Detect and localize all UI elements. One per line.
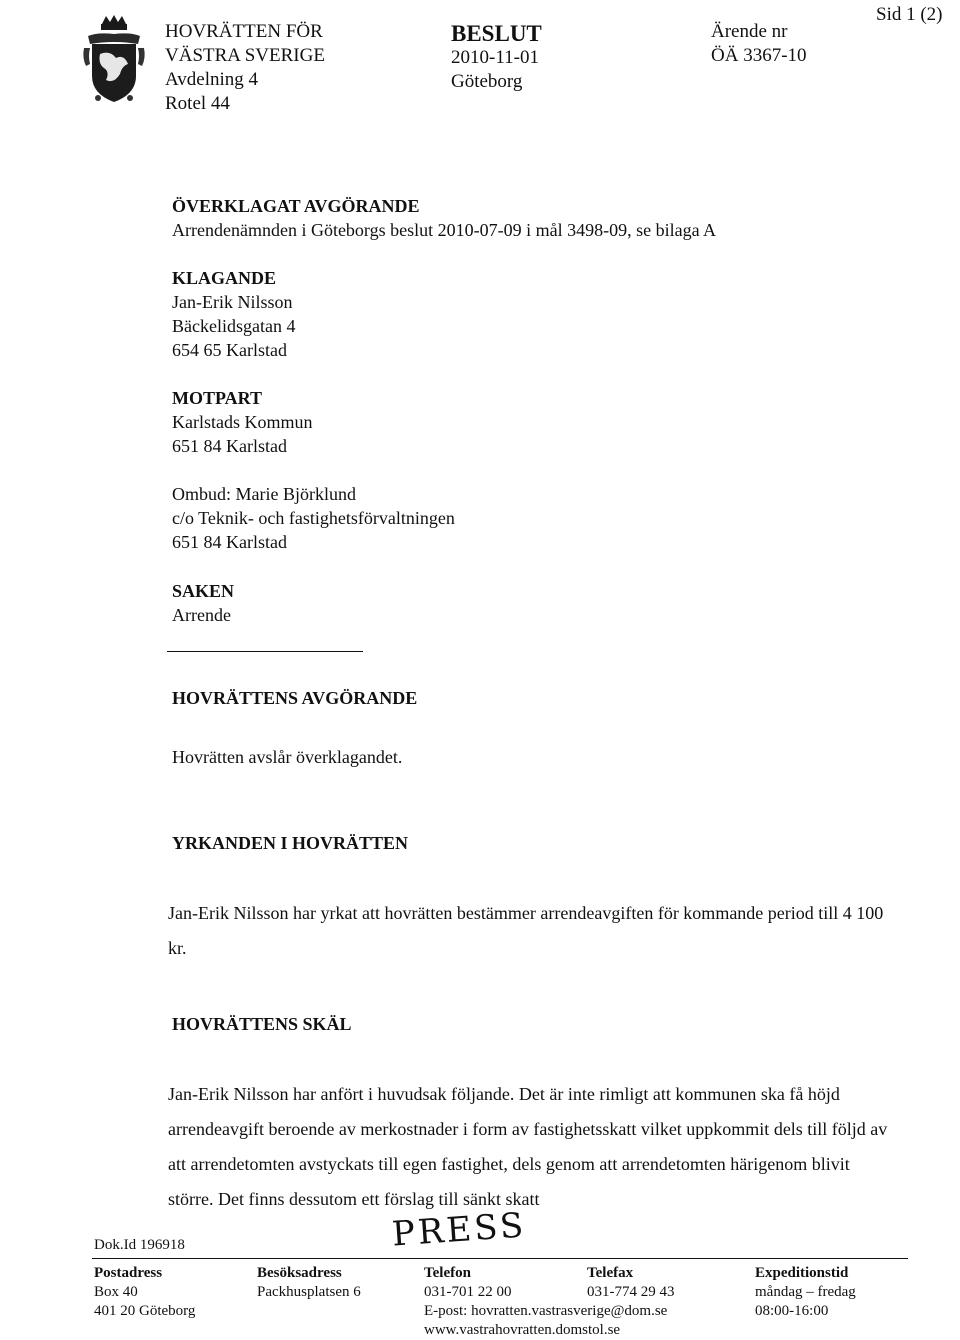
appellant-city: 654 65 Karlstad	[172, 340, 287, 360]
representative-section	[172, 482, 455, 554]
footer-postal	[94, 1264, 195, 1321]
court-decision-section	[172, 686, 417, 769]
section-divider	[167, 651, 363, 652]
counterparty-name: Karlstads Kommun	[172, 412, 313, 432]
court-crest-icon	[80, 14, 148, 106]
decision-place: Göteborg	[451, 71, 523, 92]
footer-visit-heading: Besöksadress	[257, 1265, 342, 1281]
counterparty-section	[172, 386, 312, 458]
footer-fax	[587, 1264, 675, 1302]
reasons-section	[172, 1012, 352, 1036]
court-name-block	[165, 20, 325, 116]
footer-visit-line-1: Packhusplatsen 6	[257, 1284, 361, 1300]
page-number: Sid 1 (2)	[876, 4, 943, 25]
court-name-line-2: VÄSTRA SVERIGE	[165, 45, 325, 66]
footer-hours-line-2: 08:00-16:00	[755, 1303, 829, 1319]
appealed-decision-heading: ÖVERKLAGAT AVGÖRANDE	[172, 196, 420, 216]
representative-city: 651 84 Karlstad	[172, 532, 287, 552]
matter-section	[172, 579, 234, 627]
footer-phone-heading: Telefon	[424, 1265, 471, 1281]
matter-heading: SAKEN	[172, 581, 235, 601]
representative-name: Ombud: Marie Björklund	[172, 484, 356, 504]
footer-visit	[257, 1264, 361, 1302]
appellant-name: Jan-Erik Nilsson	[172, 292, 293, 312]
court-name-line-1: HOVRÄTTEN FÖR	[165, 21, 323, 42]
appellant-street: Bäckelidsgatan 4	[172, 316, 296, 336]
footer-postal-line-2: 401 20 Göteborg	[94, 1303, 196, 1319]
appealed-decision-section	[172, 194, 716, 242]
decision-date: 2010-11-01	[451, 47, 539, 68]
counterparty-city: 651 84 Karlstad	[172, 436, 287, 456]
representative-org: c/o Teknik- och fastighetsförvaltningen	[172, 508, 455, 528]
appellant-section	[172, 266, 295, 362]
appealed-decision-text: Arrendenämnden i Göteborgs beslut 2010-07-09 i mål 3498-09, se bilaga A	[172, 220, 717, 240]
rotel: Rotel 44	[165, 93, 230, 114]
press-stamp: PRESS	[390, 1205, 528, 1255]
court-decision-text: Hovrätten avslår överklagandet.	[172, 747, 403, 767]
court-decision-heading: HOVRÄTTENS AVGÖRANDE	[172, 688, 418, 708]
footer-hours	[755, 1264, 856, 1321]
doc-type: BESLUT	[451, 21, 542, 46]
reasons-text: Jan-Erik Nilsson har anfört i huvudsak följande. Det är inte rimligt att kommunen ska få höjd arrendeavgift beroende av merkostnader i form av fastighetsskatt vilket uppkommit dels till följd av att arrendetomten avstyckats till egen fastighet, dels genom att arrendetomten härigenom blivit större. Det finns dessutom ett förslag till sänkt skatt	[168, 1084, 888, 1209]
footer-hours-line-1: måndag – fredag	[755, 1284, 856, 1300]
footer-web: www.vastrahovratten.domstol.se	[424, 1322, 621, 1338]
counterparty-heading: MOTPART	[172, 388, 263, 408]
doc-id: Dok.Id 196918	[94, 1237, 185, 1253]
footer-email: E-post: hovratten.vastrasverige@dom.se	[424, 1303, 668, 1319]
footer-phone-line-1: 031-701 22 00	[424, 1284, 512, 1300]
reasons-heading: HOVRÄTTENS SKÄL	[172, 1014, 352, 1034]
claims-section	[172, 831, 408, 855]
case-number-label: Ärende nr	[711, 21, 788, 42]
footer-hours-heading: Expeditionstid	[755, 1265, 849, 1281]
footer-fax-line-1: 031-774 29 43	[587, 1284, 675, 1300]
case-number: ÖÄ 3367-10	[711, 45, 807, 66]
claims-heading: YRKANDEN I HOVRÄTTEN	[172, 833, 409, 853]
footer-postal-heading: Postadress	[94, 1265, 163, 1281]
footer-postal-line-1: Box 40	[94, 1284, 138, 1300]
division: Avdelning 4	[165, 69, 259, 90]
claims-text: Jan-Erik Nilsson har yrkat att hovrätten bestämmer arrendeavgiften för kommande period till 4 100 kr.	[168, 903, 884, 958]
case-number-block	[711, 20, 807, 68]
appellant-heading: KLAGANDE	[172, 268, 277, 288]
decision-info-block	[451, 20, 542, 94]
matter-text: Arrende	[172, 605, 231, 625]
footer-fax-heading: Telefax	[587, 1265, 634, 1281]
footer-divider	[92, 1258, 908, 1259]
